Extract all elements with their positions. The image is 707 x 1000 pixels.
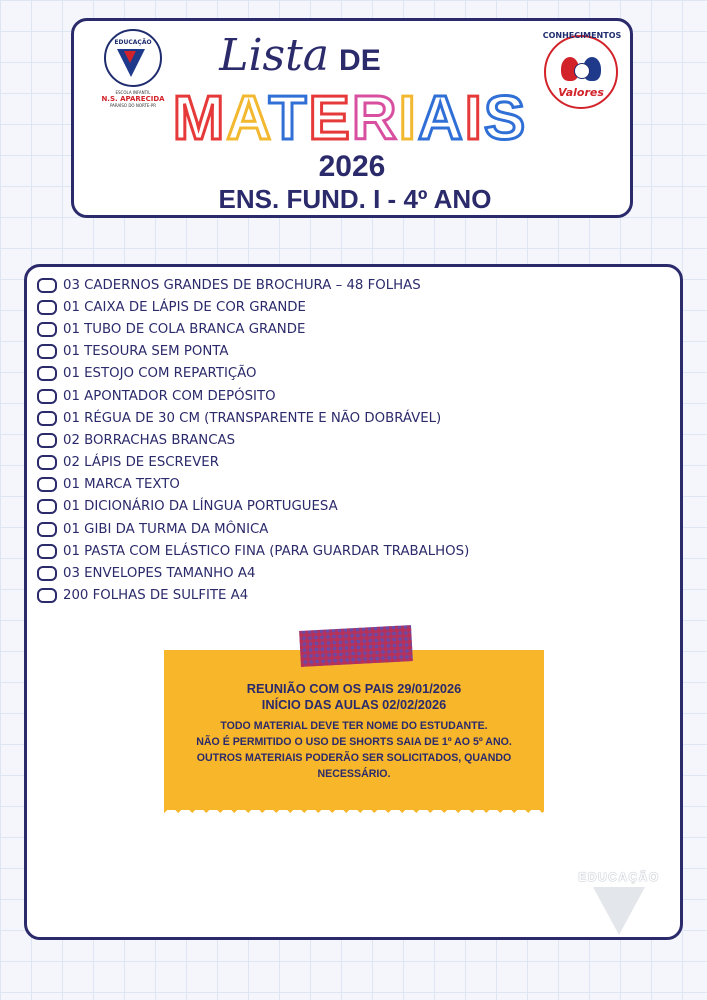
title-letter: A <box>226 84 269 153</box>
title-year: 2026 <box>318 150 386 183</box>
list-item <box>37 407 469 429</box>
list-item <box>37 562 469 584</box>
materials-list-card <box>24 264 683 940</box>
title-grade: ENS. FUND. I - 4º ANO <box>218 184 492 214</box>
title-letter: M <box>172 84 227 153</box>
list-item-label: 01 PASTA COM ELÁSTICO FINA (PARA GUARDAR TRABALHOS) <box>63 543 470 559</box>
list-item-label: 02 LÁPIS DE ESCREVER <box>63 455 219 471</box>
logo-left-city: PARAÍSO DO NORTE-PR <box>109 103 157 108</box>
list-item-label: 01 MARCA TEXTO <box>63 477 180 493</box>
list-item <box>37 363 469 385</box>
checkbox[interactable] <box>37 411 57 426</box>
checkbox[interactable] <box>37 522 57 537</box>
checkbox[interactable] <box>37 322 57 337</box>
checkbox[interactable] <box>37 477 57 492</box>
title-letter: R <box>351 84 399 153</box>
values-logo <box>542 31 622 111</box>
checkbox[interactable] <box>37 366 57 381</box>
checkbox[interactable] <box>37 588 57 603</box>
notice-meeting: REUNIÃO COM OS PAIS 29/01/2026 <box>246 681 462 696</box>
logo-left-school-small: ESCOLA INFANTIL <box>115 90 151 95</box>
checkbox[interactable] <box>37 300 57 315</box>
tape-decoration <box>299 625 413 667</box>
list-item <box>37 385 469 407</box>
title-letter: I <box>464 84 484 153</box>
materials-list <box>37 274 469 607</box>
notice-text-1: TODO MATERIAL DEVE TER NOME DO ESTUDANTE. <box>220 720 488 732</box>
list-item <box>37 318 469 340</box>
checkbox[interactable] <box>37 499 57 514</box>
list-item <box>37 585 469 607</box>
list-item-label: 01 GIBI DA TURMA DA MÔNICA <box>63 521 269 537</box>
list-item-label: 01 ESTOJO COM REPARTIÇÃO <box>63 366 257 382</box>
title-materiais <box>150 84 550 153</box>
logo-left-name: EDUCAÇÃO <box>114 39 152 46</box>
list-item <box>37 474 469 496</box>
heads-icon <box>561 57 601 83</box>
notice-text-2: NÃO É PERMITIDO O USO DE SHORTS SAIA DE 1º AO 5º ANO. <box>196 736 512 748</box>
checkbox[interactable] <box>37 344 57 359</box>
list-item <box>37 452 469 474</box>
checkbox[interactable] <box>37 566 57 581</box>
notice-text-4: NECESSÁRIO. <box>317 768 391 780</box>
title-lista <box>170 30 430 81</box>
watermark-text: EDUCAÇÃO <box>578 870 660 884</box>
checkbox[interactable] <box>37 544 57 559</box>
list-item-label: 01 DICIONÁRIO DA LÍNGUA PORTUGUESA <box>63 499 338 515</box>
list-item <box>37 296 469 318</box>
v-icon <box>593 887 645 935</box>
logo-right-value: Valores <box>558 86 604 99</box>
list-item <box>37 274 469 296</box>
list-item-label: 01 APONTADOR COM DEPÓSITO <box>63 388 276 404</box>
title-letter: A <box>417 84 465 153</box>
logo-right-arc: CONHECIMENTOS <box>542 31 622 40</box>
list-item-label: 03 ENVELOPES TAMANHO A4 <box>63 566 256 582</box>
notice-card <box>164 650 544 810</box>
title-letter: E <box>308 84 352 153</box>
logo-left-school: N.S. APARECIDA <box>101 95 165 103</box>
watermark-logo <box>574 870 664 950</box>
list-item <box>37 540 469 562</box>
notice-text-3: OUTROS MATERIAIS PODERÃO SER SOLICITADOS, QUANDO <box>196 752 512 764</box>
notice-start: INÍCIO DAS AULAS 02/02/2026 <box>261 697 447 712</box>
list-item-label: 200 FOLHAS DE SULFITE A4 <box>63 588 249 604</box>
list-item <box>37 496 469 518</box>
list-item <box>37 429 469 451</box>
title-script: Lista <box>219 30 330 81</box>
checkbox[interactable] <box>37 455 57 470</box>
list-item-label: 02 BORRACHAS BRANCAS <box>63 432 236 448</box>
list-item-label: 03 CADERNOS GRANDES DE BROCHURA – 48 FOLHAS <box>63 277 421 293</box>
title-de: DE <box>339 44 381 77</box>
checkbox[interactable] <box>37 433 57 448</box>
title-letter: S <box>483 84 528 153</box>
checkbox[interactable] <box>37 278 57 293</box>
title-letter: I <box>398 84 418 153</box>
list-item-label: 01 TESOURA SEM PONTA <box>63 344 229 360</box>
list-item-label: 01 RÉGUA DE 30 CM (TRANSPARENTE E NÃO DOBRÁVEL) <box>63 410 442 426</box>
list-item <box>37 518 469 540</box>
list-item <box>37 341 469 363</box>
torn-edge <box>164 806 544 820</box>
checkbox[interactable] <box>37 389 57 404</box>
list-item-label: 01 TUBO DE COLA BRANCA GRANDE <box>63 321 306 337</box>
title-letter: T <box>268 84 309 153</box>
list-item-label: 01 CAIXA DE LÁPIS DE COR GRANDE <box>63 299 306 315</box>
shield-icon <box>104 29 162 87</box>
